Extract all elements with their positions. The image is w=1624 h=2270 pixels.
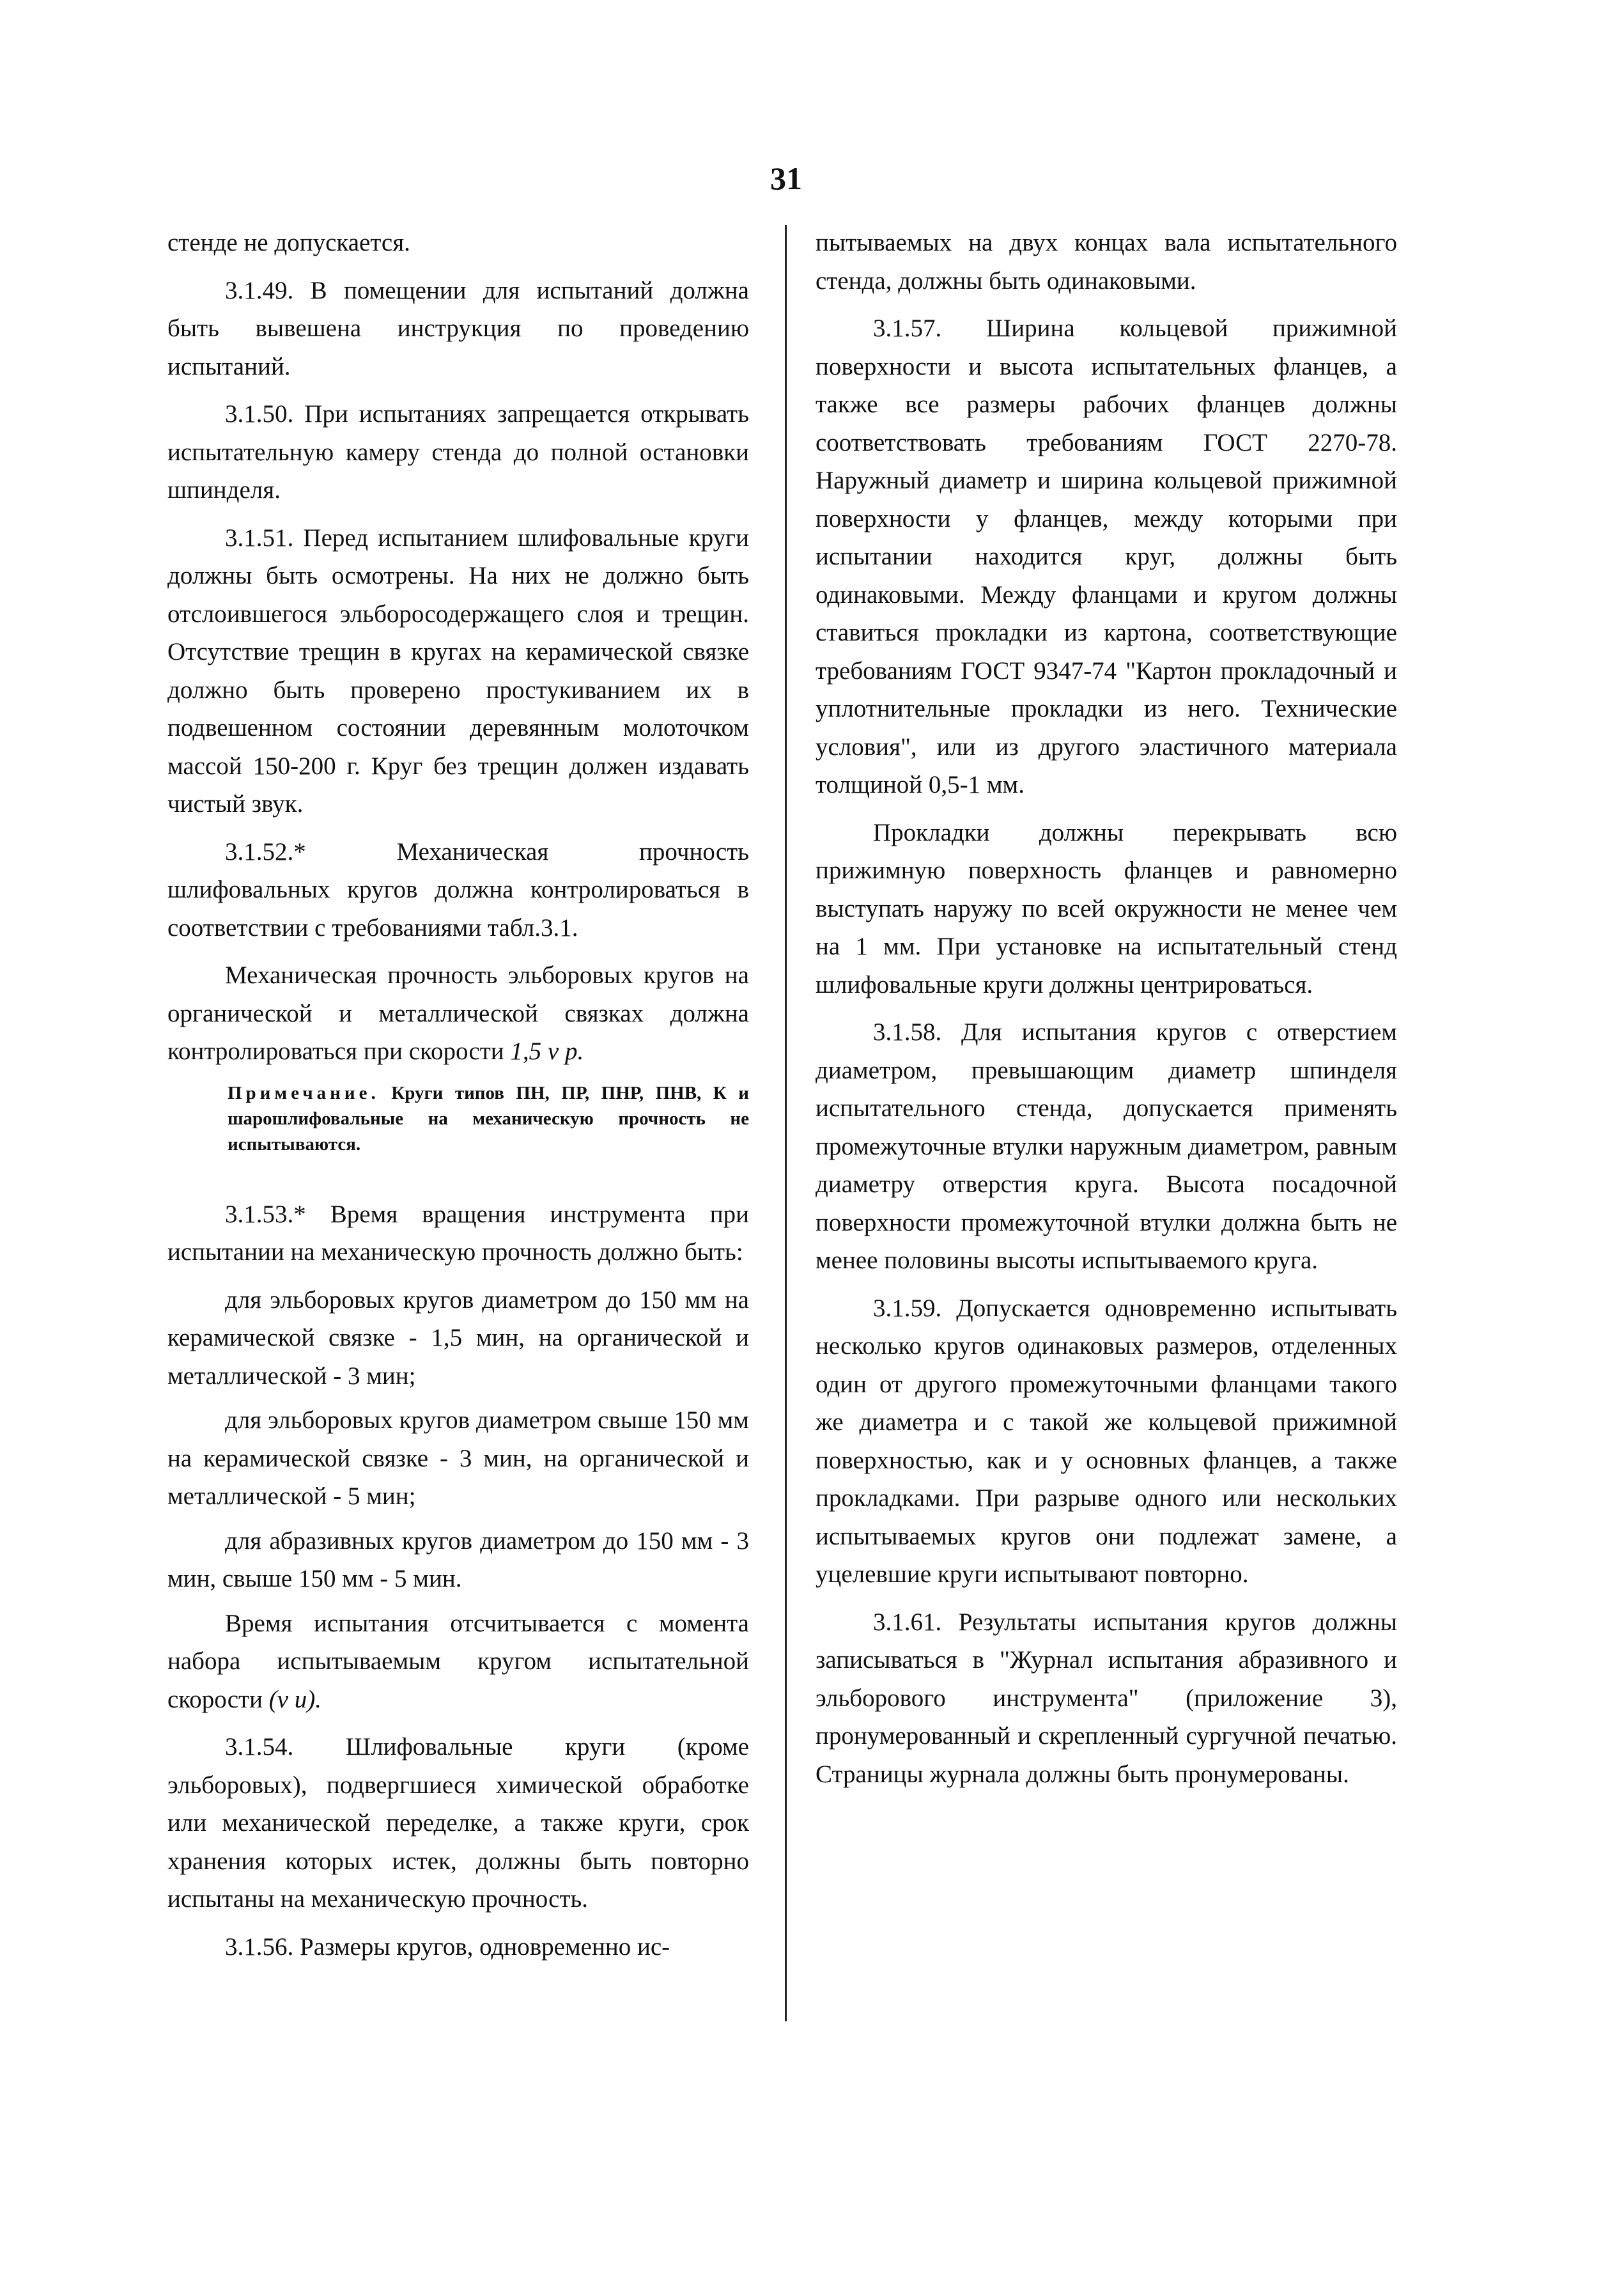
note-text: Круги типов ПН, ПР, ПНР, ПНВ, К и шарошлифовальные на механическую прочность не испытываются. xyxy=(228,1082,749,1154)
paragraph-gaskets: Прокладки должны перекрывать всю прижимную поверхность фланцев и равномерно выступать наружу по всей окружности не менее чем на 1 мм. При установке на испытательный стенд шлифовальные круги должны центрироваться. xyxy=(816,818,1397,999)
right-column xyxy=(816,224,1397,1803)
test-speed-formula: (v и). xyxy=(268,1685,322,1713)
test-time-text: Время испытания отсчитывается с момента набора испытываемым кругом испытательной скорости xyxy=(167,1609,749,1713)
paragraph-3-1-49: 3.1.49. В помещении для испытаний должна быть вывешена инструкция по проведению испытаний. xyxy=(167,276,749,380)
paragraph-3-1-61: 3.1.61. Результаты испытания кругов должны записываться в "Журнал испытания абразивного и эльборового инструмента" (приложение 3), пронумерованный и скрепленный сургучной печатью. Страницы журнала должны быть пронумерованы. xyxy=(816,1608,1397,1788)
list-item-abrasive: для абразивных кругов диаметром до 150 мм - 3 мин, свыше 150 мм - 5 мин. xyxy=(167,1527,749,1592)
paragraph-3-1-50: 3.1.50. При испытаниях запрещается открывать испытательную камеру стенда до полной остановки шпинделя. xyxy=(167,400,749,504)
left-column xyxy=(167,224,749,1975)
paragraph-3-1-57: 3.1.57. Ширина кольцевой прижимной поверхности и высота испытательных фланцев, а также все размеры рабочих фланцев должны соответствовать требованиям ГОСТ 2270-78. Наружный диаметр и ширина кольцевой прижимной поверхности у фланцев, между которыми при испытании находится круг, должны быть одинаковыми. Между фланцами и кругом должны ставиться прокладки из картона, соответствующие требованиям ГОСТ 9347-74 "Картон прокладочный и уплотнительные прокладки из него. Технические условия", или из другого эластичного материала толщиной 0,5-1 мм. xyxy=(816,315,1397,798)
paragraph-3-1-51: 3.1.51. Перед испытанием шлифовальные круги должны быть осмотрены. На них не должно быть отслоившегося эльборосодержащего слоя и трещин. Отсутствие трещин в кругах на керамической связке должно быть проверено простукиванием их в подвешенном состоянии деревянным молоточком массой 150-200 г. Круг без трещин должен издавать чистый звук. xyxy=(167,524,749,818)
paragraph-3-1-52: 3.1.52.* Механическая прочность шлифовальных кругов должна контролироваться в соответствии с требованиями табл.3.1. xyxy=(167,837,749,942)
note-label: Примечание. xyxy=(228,1082,380,1103)
paragraph-continuation: стенде не допускается. xyxy=(167,229,410,256)
speed-formula: 1,5 v р. xyxy=(510,1038,584,1065)
paragraph-3-1-59: 3.1.59. Допускается одновременно испытывать несколько кругов одинаковых размеров, отделенных один от другого промежуточными фланцами такого же диаметра и с такой же кольцевой прижимной поверхностью, как и у основных фланцев, а также прокладками. При разрыве одного или нескольких испытываемых кругов они подлежат замене, а уцелевшие круги испытывают повторно. xyxy=(816,1294,1397,1588)
column-divider xyxy=(785,225,787,2021)
note xyxy=(228,1080,749,1157)
paragraph-continuation-right: пытываемых на двух концах вала испытательного стенда, должны быть одинаковыми. xyxy=(816,229,1397,295)
paragraph-3-1-53: 3.1.53.* Время вращения инструмента при испытании на механическую прочность должно быть: xyxy=(167,1200,749,1266)
paragraph-test-time xyxy=(167,1605,749,1719)
strength-speed-text: Механическая прочность эльборовых кругов на органической и металлической связках должна контролироваться при скорости xyxy=(167,961,749,1065)
list-item-elbor-over-150: для эльборовых кругов диаметром свыше 150 мм на керамической связке - 3 мин, на органической и металлической - 5 мин; xyxy=(167,1406,749,1510)
paragraph-3-1-58: 3.1.58. Для испытания кругов с отверстием диаметром, превышающим диаметр шпинделя испытательного стенда, допускается применять промежуточные втулки наружным диаметром, равным диаметру отверстия круга. Высота посадочной поверхности промежуточной втулки должна быть не менее половины высоты испытываемого круга. xyxy=(816,1018,1397,1274)
paragraph-3-1-54: 3.1.54. Шлифовальные круги (кроме эльборовых), подвергшиеся химической обработке или механической переделке, а также круги, срок хранения которых истек, должны быть повторно испытаны на механическую прочность. xyxy=(167,1733,749,1913)
paragraph-strength-speed xyxy=(167,956,749,1071)
page-number: 31 xyxy=(770,160,802,196)
list-item-elbor-150: для эльборовых кругов диаметром до 150 мм на керамической связке - 1,5 мин, на органической и металлической - 3 мин; xyxy=(167,1286,749,1390)
paragraph-3-1-56: 3.1.56. Размеры кругов, одновременно ис- xyxy=(225,1932,670,1961)
